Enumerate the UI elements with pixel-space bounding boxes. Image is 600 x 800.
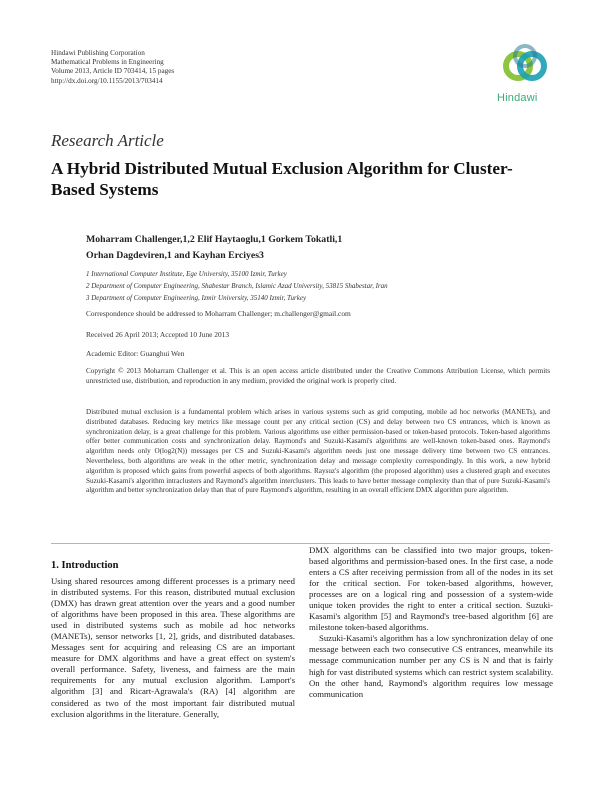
body-column-left [51,576,295,720]
correspondence: Correspondence should be addressed to Moharram Challenger; m.challenger@gmail.com [86,309,351,318]
body-column-right [309,545,553,700]
affiliations [86,268,546,304]
received-dates: Received 26 April 2013; Accepted 10 June 2013 [86,330,230,339]
hindawi-logo-text: Hindawi [497,92,538,104]
author-line-2: Orhan Dagdeviren,1 and Kayhan Erciyes3 [86,250,264,261]
affiliation-1: 1 International Computer Institute, Ege University, 35100 Izmir, Turkey [86,270,287,278]
paper-title: A Hybrid Distributed Mutual Exclusion Algorithm for Cluster-Based Systems [51,159,513,199]
body-paragraph: Using shared resources among different processes is a primary need in distributed systems. For this reason, distributed mutual exclusion (DMX) has drawn great attention over the years and a good number of algorithms have been proposed in this area. These algorithms are used in distributed systems such as mobile ad hoc networks (MANETs), sensor networks [1, 2], grids, and distributed databases. Messages sent for acquiring and releasing CS are an important measure for DMX algorithms and have a great effect on system's overall performance. Safety, liveness, and fairness are the main requirements for any mutual exclusion algorithm. Lamport's algorithm [3] and Ricart-Agrawala's (RA) [4] algorithm are considered as two of the most important fair distributed mutual exclusion algorithms in the literature. Generally, [51,576,295,719]
body-paragraph: DMX algorithms can be classified into two major groups, token-based algorithms and permission-based ones. In the first case, a node enters a CS after receiving permission from all of the nodes in its set for the critical section. For token-based algorithms, however, processes are on a logical ring and possession of a system-wide unique token provides the right to enter a critical section. Suzuki-Kasami's algorithm [5] and Raymond's tree-based algorithm [6] are milestone token-based algorithms. [309,545,553,633]
volume-info: Volume 2013, Article ID 703414, 15 pages [51,67,175,76]
article-type: Research Article [51,131,164,150]
affiliation-2: 2 Department of Computer Engineering, Shabestar Branch, Islamic Azad University, 53815 Shabestar, Iran [86,282,388,290]
author-list [86,232,526,264]
affiliation-3: 3 Department of Computer Engineering, Izmir University, 35140 Izmir, Turkey [86,294,307,302]
section-heading: 1. Introduction [51,560,119,571]
journal-header [51,49,174,86]
author-line-1: Moharram Challenger,1,2 Elif Haytaoglu,1 Gorkem Tokatli,1 [86,234,343,245]
publisher-name: Hindawi Publishing Corporation [51,49,145,57]
journal-name: Mathematical Problems in Engineering [51,58,164,67]
abstract: Distributed mutual exclusion is a fundamental problem which arises in various systems such as grid computing, mobile ad hoc networks (MANETs), and distributed databases. Reducing key metrics like message count per any critical section (CS) and delay between two CS entrances, which is known as synchronization delay, is a great challenge for this problem. Various algorithms use either permission-based or token-based protocols. Token-based algorithms offer better communication costs and synchronization delay. Raymond's and Suzuki-Kasami's algorithms are well-known token-based ones. Raymond's algorithm needs only O(log2(N)) messages per CS and Suzuki-Kasami's algorithm needs just one message delivery time between two CS entrances. Nevertheless, both algorithms are weak in the other metric, synchronization delay and message complexity correspondingly. In this work, a new hybrid algorithm is proposed which gains from powerful aspects of both algorithms. Raysuz's algorithm (the proposed algorithm) uses a clustered graph and executes Suzuki-Kasami's algorithm intraclusters and Raymond's algorithm interclusters. This leads to have better message complexity than that of pure Suzuki-Kasami's algorithm and better synchronization delay than that of pure Raymond's algorithm, resulting in an overall efficient DMX algorithm pure algorithm. [86,408,550,495]
doi-link[interactable]: http://dx.doi.org/10.1155/2013/703414 [51,76,163,85]
body-paragraph: Suzuki-Kasami's algorithm has a low synchronization delay of one message between each two consecutive CS entrances, meanwhile its message communication number per any CS is N and that is fairly high for vast distributed systems which can restrict system scalability. On the other hand, Raymond's algorithm requires low message communication [309,633,553,699]
section-divider [51,543,550,544]
academic-editor: Academic Editor: Guanghui Wen [86,349,185,358]
copyright-notice: Copyright © 2013 Moharram Challenger et al. This is an open access article distributed under the Creative Commons Attribution License, which permits unrestricted use, distribution, and reproduction in any medium, provided the original work is properly cited. [86,367,550,385]
